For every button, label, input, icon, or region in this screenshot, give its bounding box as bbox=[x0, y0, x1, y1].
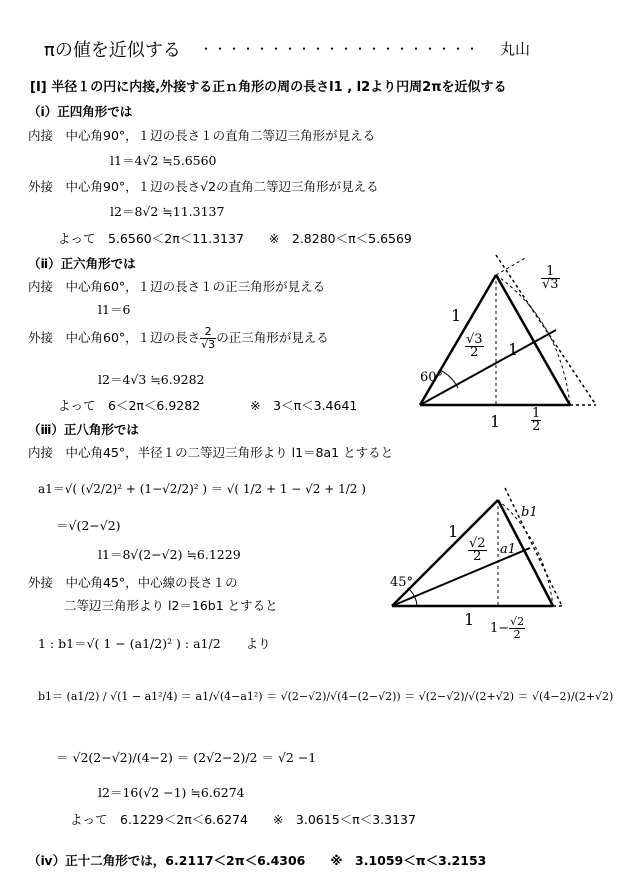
sec-iii-title: （ⅲ）正八角形では bbox=[28, 422, 139, 437]
fig1-angle: 60° bbox=[420, 370, 444, 385]
fig2-a1: a1 bbox=[500, 542, 517, 557]
sec-ii-title: （ⅱ）正六角形では bbox=[28, 256, 136, 271]
title-dots: ・・・・・・・・・・・・・・・・・・・・ bbox=[200, 42, 481, 56]
sec-iii-ratio-eq: 1 : b1＝√( 1 − (a1/2)² ) : a1/2 より bbox=[38, 636, 271, 651]
frac-num: √3 bbox=[466, 332, 483, 347]
fig1-label-left: 1 bbox=[451, 306, 462, 325]
author: 丸山 bbox=[500, 40, 531, 58]
fig1-height-frac bbox=[465, 334, 484, 359]
frac-num: 2 bbox=[200, 326, 216, 339]
frac-num: 1 bbox=[541, 266, 560, 279]
sec-i-inner-eq: l1＝4√2 ≒5.6560 bbox=[110, 153, 217, 168]
sec-i-outer-eq: l2＝8√2 ≒11.3137 bbox=[110, 204, 225, 219]
fig1-label-bottom: 1 bbox=[490, 412, 501, 431]
fig2-b1: b1 bbox=[521, 505, 538, 520]
frac-num: √2 bbox=[469, 536, 486, 551]
sec-ii-inner-desc: 内接 中心角60°，１辺の長さ１の正三角形が見える bbox=[28, 279, 326, 294]
sec-ii-outer-eq: l2＝4√3 ≒6.9282 bbox=[98, 372, 205, 387]
section-heading: [Ⅰ] 半径１の円に内接,外接する正ｎ角形の周の長さl1 , l2より円周2πを近似する bbox=[30, 80, 507, 95]
fig1-half-frac bbox=[531, 408, 541, 433]
sec-i-result: よって 5.6560＜2π＜11.3137 ※ 2.8280＜π＜5.6569 bbox=[58, 231, 412, 246]
sec-iii-a1-eq2: ＝√(2−√2) bbox=[56, 518, 121, 533]
sec-iii-inner-desc: 内接 中心角45°，半径１の二等辺三角形より l1＝8a1 とすると bbox=[28, 445, 394, 460]
fig2-height-frac bbox=[468, 538, 487, 563]
frac-den: 2 bbox=[532, 419, 541, 434]
frac-den: √3 bbox=[201, 338, 216, 351]
page-title: πの値を近似する bbox=[44, 40, 181, 61]
fig1-left-side bbox=[420, 275, 496, 405]
sec-i-inner-desc: 内接 中心角90°，１辺の長さ１の直角二等辺三角形が見える bbox=[28, 128, 376, 143]
sec-iii-l1-eq: l1＝8√(2−√2) ≒6.1229 bbox=[98, 547, 241, 562]
fig1-mid-line bbox=[420, 330, 556, 405]
sec-iii-outer-desc: 外接 中心角45°，中心線の長さ１の bbox=[28, 575, 238, 590]
fig2-bottom-pre: 1− bbox=[490, 621, 510, 636]
sec-ii-outer-desc-a: 外接 中心角60°，１辺の長さ bbox=[28, 330, 201, 345]
sec-ii-result: よって 6＜2π＜6.9282 ※ 3＜π＜3.4641 bbox=[58, 398, 358, 413]
sec-iii-l2-eq: l2＝16(√2 −1) ≒6.6274 bbox=[98, 785, 245, 800]
fig2-bottom-label bbox=[490, 616, 525, 641]
sec-ii-outer-desc-b: の正三角形が見える bbox=[216, 330, 329, 345]
fig2-label-left: 1 bbox=[448, 522, 459, 541]
fig1-diagram bbox=[420, 255, 596, 405]
sec-iv-line: （ⅳ）正十二角形では，6.2117＜2π＜6.4306 ※ 3.1059＜π＜3.2153 bbox=[28, 853, 487, 868]
fig2-label-bottom: 1 bbox=[464, 610, 475, 629]
frac-den: 2 bbox=[470, 345, 479, 360]
sec-i-outer-desc: 外接 中心角90°，１辺の長さ√2の直角二等辺三角形が見える bbox=[28, 179, 379, 194]
sec-iii-outer-desc2: 二等辺三角形より l2＝16b1 とすると bbox=[64, 598, 278, 613]
fig1-ext-a bbox=[496, 257, 527, 275]
sec-iii-a1-eq: a1＝√( (√2/2)² + (1−√2/2)² ) ＝ √( 1/2 + 1 − √2 + 1/2 ) bbox=[38, 482, 366, 496]
sec-i-title: （ⅰ）正四角形では bbox=[28, 104, 133, 119]
sec-iii-b1-eq2: ＝ √2(2−√2)/(4−2) ＝ (2√2−2)/2 ＝ √2 −1 bbox=[56, 750, 317, 765]
fig2-bottom-frac bbox=[509, 616, 525, 641]
fig1-top-frac bbox=[541, 266, 560, 291]
frac-num: √2 bbox=[510, 615, 525, 628]
sec-ii-inner-eq: l1＝6 bbox=[98, 302, 131, 317]
fig2-angle: 45° bbox=[390, 575, 414, 590]
frac-den: √3 bbox=[542, 277, 559, 292]
frac-num: 1 bbox=[532, 406, 541, 421]
frac-den: 2 bbox=[513, 628, 521, 641]
fig1-label-mid: 1 bbox=[508, 340, 519, 359]
sec-iii-result: よって 6.1229＜2π＜6.6274 ※ 3.0615＜π＜3.3137 bbox=[70, 812, 416, 827]
sec-iii-b1-eq: b1＝ (a1/2) / √(1 − a1²/4) ＝ a1/√(4−a1²) ＝ √(2−√2)/√(4−(2−√2)) ＝ √(2−√2)/√(2+√2) ＝ √(4−2)/(2+√2) bbox=[38, 690, 614, 703]
frac-den: 2 bbox=[473, 549, 482, 564]
